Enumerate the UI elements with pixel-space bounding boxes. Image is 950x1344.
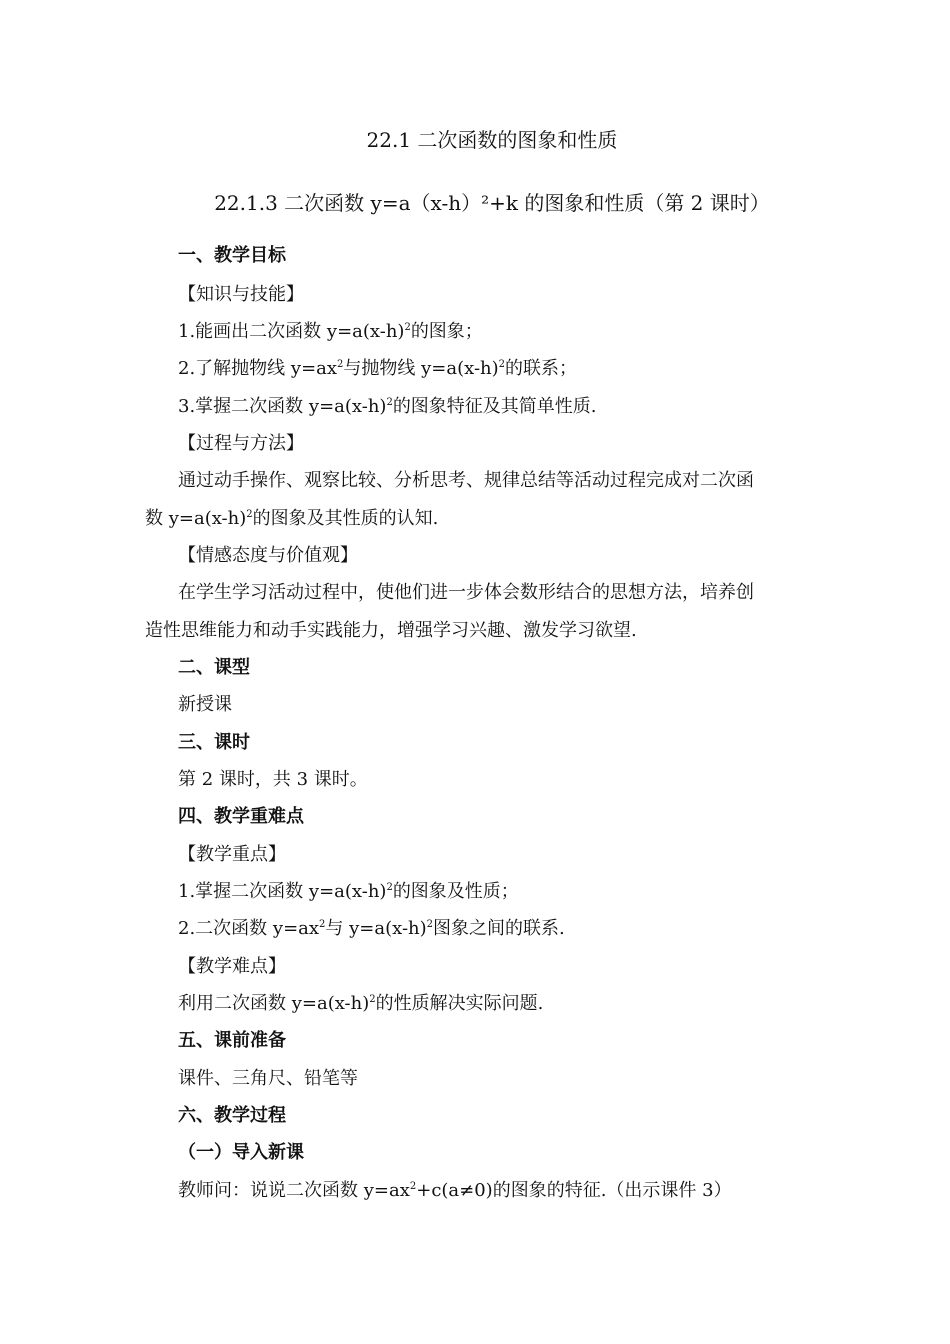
section-heading: 五、课前准备 — [178, 1030, 286, 1051]
objective-item: 3.掌握二次函数 $y=a(x-h)^2$的图象特征及其简单性质. — [178, 396, 597, 417]
section-heading: 三、课时 — [178, 732, 250, 753]
section-heading: 六、教学过程 — [178, 1105, 286, 1126]
key-point-item: 2.二次函数 $y=ax^2$与 $y=a(x-h)^2$图象之间的联系. — [178, 918, 565, 939]
subsection-label: 【知识与技能】 — [178, 284, 304, 305]
subsection-label: 【过程与方法】 — [178, 433, 304, 454]
paragraph-line: 通过动手操作、观察比较、分析思考、规律总结等活动过程完成对二次函 — [178, 470, 754, 491]
paragraph-line: 造性思维能力和动手实践能力，增强学习兴趣、激发学习欲望. — [145, 620, 637, 641]
key-point-item: 1.掌握二次函数 $y=a(x-h)^2$的图象及性质； — [178, 881, 519, 902]
section-text: 第 2 课时，共 3 课时。 — [178, 769, 368, 790]
subsection-label: 【情感态度与价值观】 — [178, 545, 358, 566]
document-title: 22.1 二次函数的图象和性质 — [366, 128, 618, 152]
section-heading: 一、教学目标 — [178, 245, 286, 266]
paragraph-line: 在学生学习活动过程中，使他们进一步体会数形结合的思想方法，培养创 — [178, 582, 754, 603]
objective-item: 2.了解抛物线 $y=ax^2$与抛物线 $y=a(x-h)^2$的联系； — [178, 358, 578, 379]
paragraph-line: 教师问：说说二次函数 $y=ax^2+c(a\ne 0)$的图象的特征.（出示课件 3） — [178, 1180, 732, 1201]
subsection-heading: （一）导入新课 — [178, 1142, 304, 1163]
difficulty-item: 利用二次函数 $y=a(x-h)^2$的性质解决实际问题. — [178, 993, 544, 1014]
objective-item: 1.能画出二次函数 $y=a(x-h)^2$的图象； — [178, 321, 483, 342]
paragraph-line: 数 $y=a(x-h)^2$的图象及其性质的认知. — [145, 508, 439, 529]
lesson-subtitle: 22.1.3 二次函数 y=a（x-h）²+k 的图象和性质（第 2 课时） — [214, 191, 770, 215]
subsection-label: 【教学难点】 — [178, 956, 286, 977]
section-heading: 四、教学重难点 — [178, 806, 304, 827]
section-text: 课件、三角尺、铅笔等 — [178, 1068, 358, 1089]
subsection-label: 【教学重点】 — [178, 844, 286, 865]
section-text: 新授课 — [178, 694, 232, 715]
section-heading: 二、课型 — [178, 657, 250, 678]
